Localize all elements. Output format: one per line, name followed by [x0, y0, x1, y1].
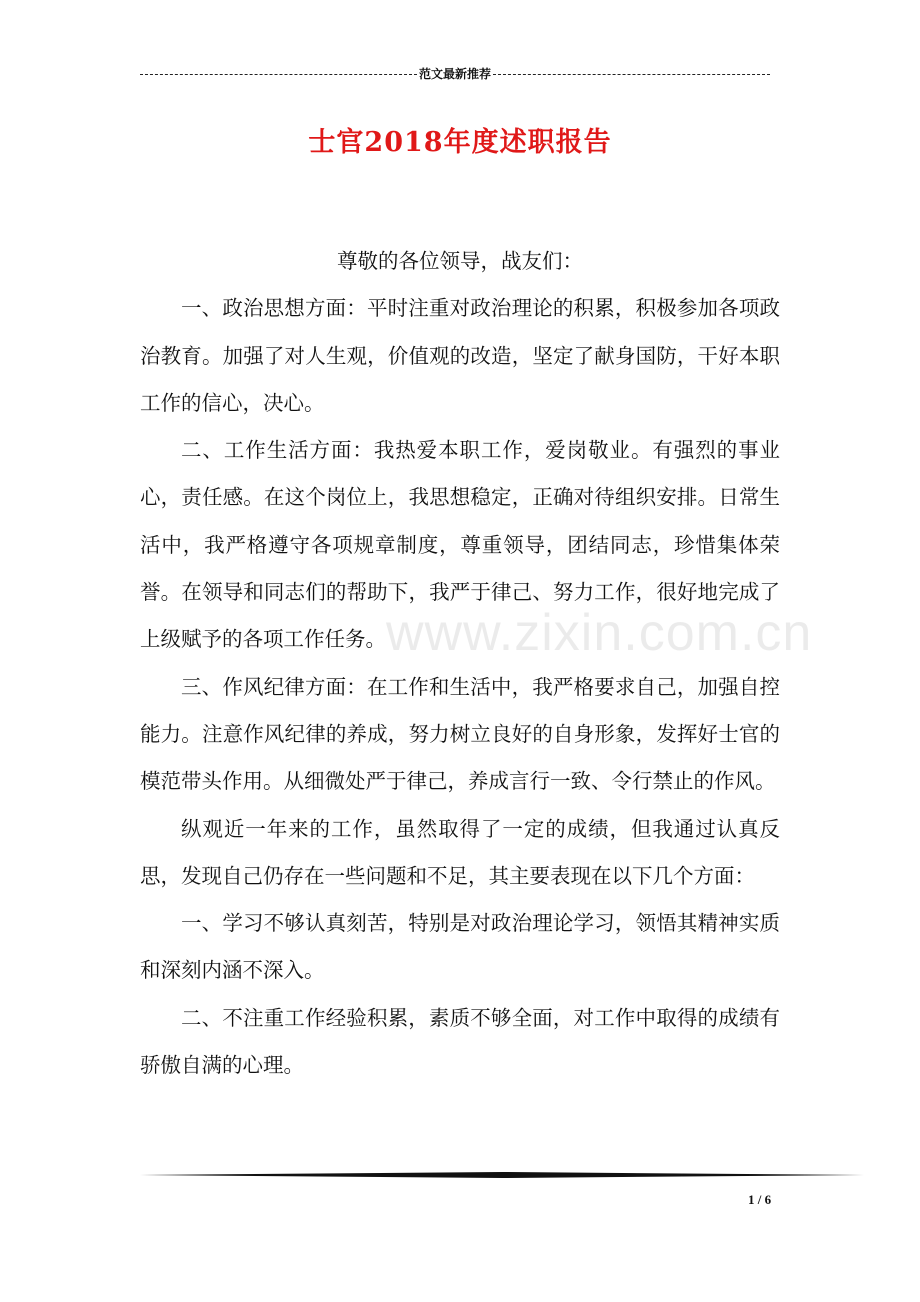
header-dash-right — [493, 74, 770, 75]
watermark: www.zixin.com.cn — [386, 604, 813, 662]
header-label: 范文最新推荐 — [419, 67, 492, 81]
paragraph: 一、学习不够认真刻苦，特别是对政治理论学习，领悟其精神实质和深刻内涵不深入。 — [140, 911, 780, 983]
footer-rule — [140, 1172, 864, 1178]
paragraph: 二、不注重工作经验积累，素质不够全面，对工作中取得的成绩有骄傲自满的心理。 — [140, 1005, 780, 1078]
document-body — [140, 238, 780, 1089]
paragraph: 二、工作生活方面：我热爱本职工作，爱岗敬业。有强烈的事业心，责任感。在这个岗位上，我思想稳定，正确对待组织安排。日常生活中，我严格遵守各项规章制度，尊重领导，团结同志，珍惜集体荣誉。在领导和同志们的帮助下，我严于律己、努力工作，很好地完成了上级赋予的各项工作任务。 — [140, 438, 780, 652]
header-banner — [140, 66, 770, 82]
paragraph: 一、政治思想方面：平时注重对政治理论的积累，积极参加各项政治教育。加强了对人生观，价值观的改造，坚定了献身国防，干好本职工作的信心，决心。 — [140, 296, 780, 415]
paragraph: 纵观近一年来的工作，虽然取得了一定的成绩，但我通过认真反思，发现自己仍存在一些问题和不足，其主要表现在以下几个方面： — [140, 816, 780, 888]
header-dash-left — [140, 74, 417, 75]
document-title: 士官2018年度述职报告 — [308, 127, 612, 158]
page-number: 1 / 6 — [748, 1192, 772, 1207]
paragraph: 三、作风纪律方面：在工作和生活中，我严格要求自己，加强自控能力。注意作风纪律的养成，努力树立良好的自身形象，发挥好士官的模范带头作用。从细微处严于律己，养成言行一致、令行禁止的作风。 — [140, 674, 780, 794]
greeting: 尊敬的各位领导，战友们： — [337, 249, 583, 273]
